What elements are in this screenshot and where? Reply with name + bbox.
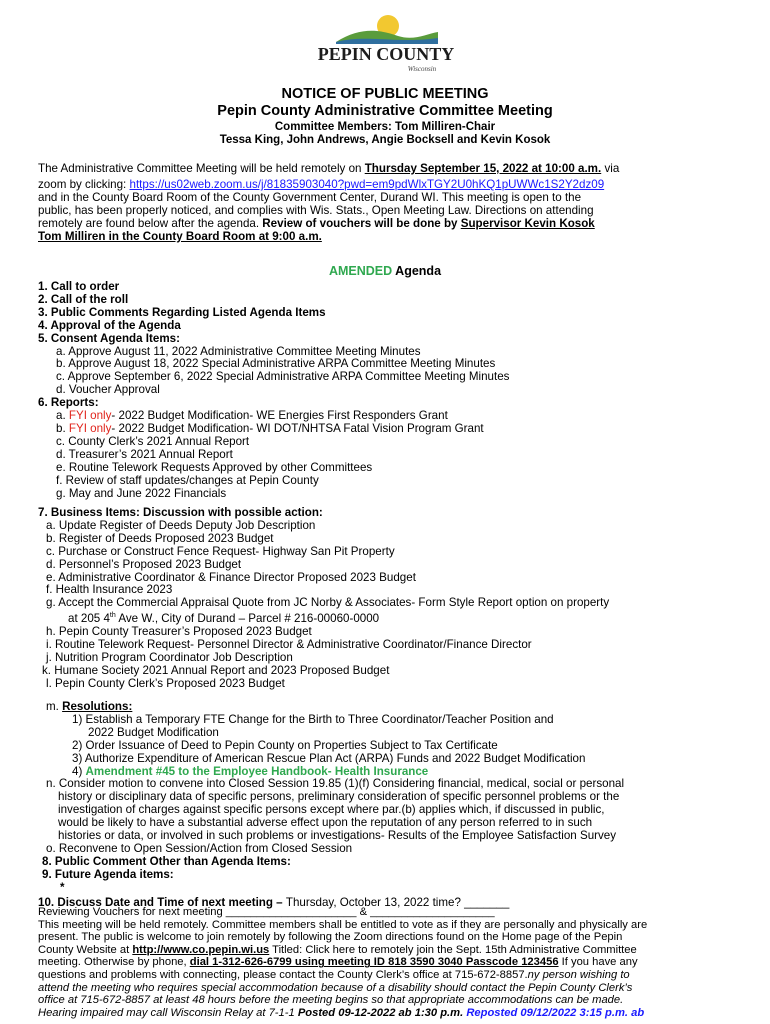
agenda-item: 2. Call of the roll — [38, 292, 129, 306]
agenda-item: 8. Public Comment Other than Agenda Items: — [42, 854, 291, 868]
footer-text: County Website at — [38, 943, 133, 956]
intro-paragraph — [38, 162, 738, 243]
agenda-item: 9. Future Agenda items: — [42, 867, 174, 881]
intro-text: via — [601, 162, 620, 175]
next-meeting-label: 10. Discuss Date and Time of next meeting – — [38, 895, 286, 909]
footer-text: This meeting will be held remotely. Committee members shall be entitled to vote as if they are personally and physically are — [38, 918, 648, 931]
footer-text: questions and problems with connecting, please contact the County Clerk’s office at 715-672-8857. — [38, 968, 528, 981]
footer-text: meeting. Otherwise by phone, — [38, 956, 190, 969]
future-item-bullet: * — [60, 880, 65, 894]
fyi-label: FYI only — [68, 421, 112, 435]
resolutions-list — [38, 701, 758, 910]
committee-members-chair: Committee Members: Tom Milliren-Chair — [274, 121, 496, 133]
footer-text: attend the meeting who requires special accommodation because of a disability should contact the Pepin County Clerk’s — [38, 981, 633, 994]
agenda-subitem: d. Treasurer’s 2021 Annual Report — [56, 447, 233, 461]
intro-text: zoom by clicking: — [38, 178, 130, 191]
agenda-subitem: c. County Clerk’s 2021 Annual Report — [56, 434, 250, 448]
ordinal-suffix: th — [109, 612, 116, 620]
agenda-subitem: c. Purchase or Construct Fence Request- Highway San Pit Property — [46, 544, 395, 558]
agenda-subitem: b. Approve August 18, 2022 Special Administrative ARPA Committee Meeting Minutes — [56, 357, 496, 371]
reposted-date: Reposted 09/12/2022 3:15 p.m. ab — [463, 1006, 645, 1019]
closed-session-text: history or disciplinary data of specific persons, preliminary consideration of specific personnel problems or the — [58, 790, 620, 804]
footer-notes — [38, 906, 758, 1019]
subitem-letter: m. — [46, 700, 63, 713]
agenda-subitem: k. Humane Society 2021 Annual Report and 2023 Proposed Budget — [42, 663, 390, 677]
zoom-link[interactable]: https://us02web.zoom.us/j/81835903040?pwd=em9pdWlxTGY2U0hKQ1pUWWc1S2Y2dz09 — [129, 178, 605, 191]
meeting-title: Pepin County Administrative Committee Meeting — [217, 103, 553, 119]
resolution-item: 3) Authorize Expenditure of American Rescue Plan Act (ARPA) Funds and 2022 Budget Modification — [72, 751, 586, 765]
resolution-item-cont: 2022 Budget Modification — [88, 725, 219, 739]
posted-date: Posted 09-12-2022 ab 1:30 p.m. — [297, 1006, 464, 1019]
footer-text: Hearing impaired may call Wisconsin Relay at 7-1-1 — [38, 1006, 298, 1019]
resolution-item: 2) Order Issuance of Deed to Pepin County on Properties Subject to Tax Certificate — [72, 738, 498, 752]
agenda-item: 3. Public Comments Regarding Listed Agenda Items — [38, 305, 326, 319]
agenda-list — [38, 281, 758, 500]
county-website-link[interactable]: http://www.co.pepin.wi.us — [132, 943, 270, 956]
agenda-subitem: b. Register of Deeds Proposed 2023 Budget — [46, 531, 274, 545]
resolution-item: 1) Establish a Temporary FTE Change for the Birth to Three Coordinator/Teacher Position and — [72, 712, 554, 726]
svg-text:PEPIN COUNTY: PEPIN COUNTY — [317, 44, 455, 64]
fyi-label: FYI only — [68, 409, 112, 423]
footer-text: Titled: Click here to remotely join the Sept. 15th Administrative Committee — [269, 943, 637, 956]
committee-members: Tessa King, John Andrews, Angie Bocksell and Kevin Kosok — [219, 134, 551, 146]
agenda-subitem: d. Voucher Approval — [56, 383, 160, 397]
agenda-subitem: a. Update Register of Deeds Deputy Job Description — [46, 518, 316, 532]
agenda-item: 4. Approval of the Agenda — [38, 318, 181, 332]
subitem-text: - 2022 Budget Modification- WE Energies First Responders Grant — [111, 409, 448, 423]
agenda-subitem: f. Review of staff updates/changes at Pepin County — [56, 473, 319, 487]
pepin-county-logo — [317, 8, 455, 74]
agenda-heading — [0, 264, 770, 278]
resolutions-label: Resolutions: — [62, 700, 133, 713]
intro-text: remotely are found below after the agenda. — [38, 217, 263, 230]
amendment-text: Amendment #45 to the Employee Handbook- Health Insurance — [85, 764, 429, 778]
business-items-list — [38, 507, 758, 691]
voucher-review-line: Reviewing Vouchers for next meeting _____________________ & ____________________ — [38, 906, 495, 918]
resolutions-heading — [38, 701, 758, 714]
agenda-subitem: j. Nutrition Program Coordinator Job Description — [46, 650, 293, 664]
voucher-review-time: Tom Milliren in the County Board Room at 9:00 a.m. — [38, 230, 322, 243]
closed-session-text: histories or data, or involved in such problems or investigations- Results of the Employee Satisfaction Survey — [58, 829, 617, 843]
footer-text: ny person wishing to — [527, 968, 630, 981]
agenda-subitem: e. Administrative Coordinator & Finance Director Proposed 2023 Budget — [46, 570, 416, 584]
agenda-subitem: d. Personnel’s Proposed 2023 Budget — [46, 557, 242, 571]
agenda-subitem: c. Approve September 6, 2022 Special Administrative ARPA Committee Meeting Minutes — [56, 370, 510, 384]
footer-text: office at 715-672-8857 at least 48 hours before the meeting begins so that appropriate accommodations can be made. — [38, 994, 624, 1007]
agenda-subitem: f. Health Insurance 2023 — [46, 583, 173, 597]
intro-text: The Administrative Committee Meeting will be held remotely on — [38, 162, 365, 175]
agenda-subitem: a. Approve August 11, 2022 Administrative Committee Meeting Minutes — [56, 344, 421, 358]
notice-title: NOTICE OF PUBLIC MEETING — [281, 86, 489, 102]
intro-text: public, has been properly noticed, and complies with Wis. Stats., Open Meeting Law. Directions on attending — [38, 204, 594, 217]
agenda-label: Agenda — [392, 264, 442, 278]
agenda-item: 1. Call to order — [38, 280, 120, 293]
subitem-text: Ave W., City of Durand – Parcel # 216-00060-0000 — [115, 612, 380, 626]
subitem-letter: b. — [56, 421, 69, 435]
next-meeting-date: Thursday, October 13, 2022 time? _______ — [285, 895, 510, 909]
subitem-text: - 2022 Budget Modification- WI DOT/NHTSA Fatal Vision Program Grant — [111, 421, 484, 435]
agenda-subitem: g. May and June 2022 Financials — [56, 486, 227, 500]
voucher-review-text: Review of vouchers will be done by — [262, 217, 461, 230]
agenda-subitem — [38, 423, 758, 436]
agenda-item: 5. Consent Agenda Items: — [38, 331, 180, 345]
supervisor-name: Supervisor Kevin Kosok — [460, 217, 595, 230]
phone-dial-in: dial 1-312-626-6799 using meeting ID 818 3590 3040 Passcode 123456 — [189, 956, 559, 969]
footer-text: present. The public is welcome to join remotely by following the Zoom directions found on the Home page of the Pepin — [38, 931, 623, 944]
agenda-subitem: e. Routine Telework Requests Approved by other Committees — [56, 460, 373, 474]
agenda-subitem: i. Routine Telework Request- Personnel Director & Administrative Coordinator/Finance Director — [46, 637, 532, 651]
agenda-item: 6. Reports: — [38, 396, 99, 410]
agenda-item: 7. Business Items: Discussion with possible action: — [38, 506, 323, 519]
agenda-subitem-cont — [38, 610, 758, 626]
closed-session-item: n. Consider motion to convene into Closed Session 19.85 (1)(f) Considering financial, medical, social or personal — [46, 777, 625, 791]
intro-text: and in the County Board Room of the County Government Center, Durand WI. This meeting is open to the — [38, 191, 582, 204]
agenda-subitem: g. Accept the Commercial Appraisal Quote from JC Norby & Associates- Form Style Report option on property — [46, 596, 610, 610]
reconvene-item: o. Reconvene to Open Session/Action from Closed Session — [46, 841, 353, 855]
meeting-datetime: Thursday September 15, 2022 at 10:00 a.m. — [364, 162, 602, 175]
agenda-subitem: h. Pepin County Treasurer’s Proposed 2023 Budget — [46, 625, 312, 639]
svg-text:Wisconsin: Wisconsin — [407, 65, 437, 73]
agenda-subitem: l. Pepin County Clerk’s Proposed 2023 Budget — [46, 676, 285, 690]
closed-session-text: investigation of charges against specific persons except where par.(b) applies which, if discussed in public, — [58, 803, 605, 817]
closed-session-text: would be likely to have a substantial adverse effect upon the reputation of any person referred to in such — [58, 816, 593, 830]
amended-label: AMENDED — [328, 264, 393, 278]
resolution-number: 4) — [72, 764, 86, 778]
subitem-letter: a. — [56, 409, 69, 423]
footer-text: If you have any — [558, 956, 638, 969]
subitem-text: at 205 4 — [68, 612, 110, 626]
